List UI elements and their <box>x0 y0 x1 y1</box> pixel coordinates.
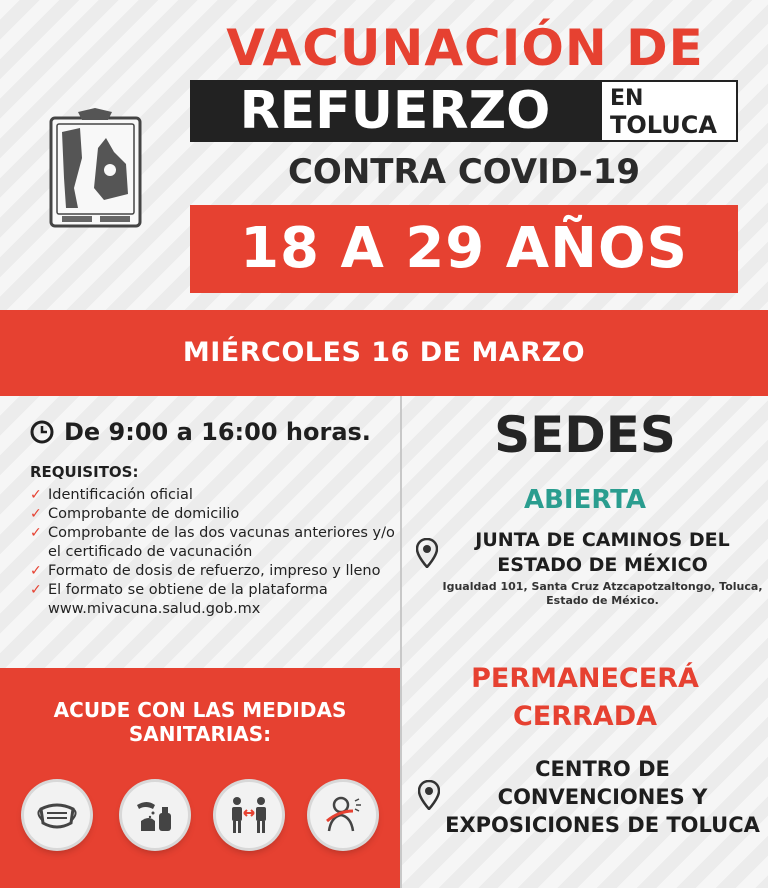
face-mask-icon <box>24 782 90 848</box>
age-range-banner: 18 A 29 AÑOS <box>190 205 738 293</box>
social-distance-icon <box>216 782 282 848</box>
open-label: ABIERTA <box>523 485 647 515</box>
location-pin-icon <box>416 538 438 568</box>
date-text: MIÉRCOLES 16 DE MARZO <box>182 337 586 368</box>
cough-into-elbow-icon <box>310 782 376 848</box>
check-icon: ✓ <box>30 563 42 579</box>
subtitle: CONTRA COVID-19 <box>287 152 641 192</box>
requirement-text: Identificación oficial <box>48 487 193 503</box>
location-pin-icon <box>418 780 440 810</box>
sites-title: SEDES <box>494 406 676 464</box>
closed-label: PERMANECERÁ CERRADA <box>471 663 699 732</box>
check-icon: ✓ <box>30 487 42 503</box>
list-item <box>30 486 400 505</box>
requirement-text: Formato de dosis de refuerzo, impreso y lleno <box>48 563 381 579</box>
title-refuerzo-banner: REFUERZO <box>190 80 600 142</box>
toluca-crest-logo <box>48 108 143 230</box>
sanitary-measures-title: ACUDE CON LAS MEDIDAS SANITARIAS: <box>53 698 347 746</box>
clock-icon <box>30 420 54 444</box>
date-banner <box>0 310 768 396</box>
requirements-title: REQUISITOS: <box>30 463 139 481</box>
list-item <box>30 562 400 581</box>
location-tag <box>600 80 738 142</box>
sanitary-measures-panel <box>0 668 400 888</box>
location-tag-line-1: EN <box>610 86 644 111</box>
schedule-hours: De 9:00 a 16:00 horas. <box>64 418 371 446</box>
list-item <box>30 524 400 562</box>
check-icon: ✓ <box>30 506 42 522</box>
open-site-name: JUNTA DE CAMINOS DEL ESTADO DE MÉXICO <box>475 529 730 576</box>
requirements-list <box>30 486 400 619</box>
requirement-text: El formato se obtiene de la plataforma www.mivacuna.salud.gob.mx <box>48 582 328 617</box>
location-tag-line-2: TOLUCA <box>610 111 717 139</box>
list-item <box>30 581 400 619</box>
check-icon: ✓ <box>30 582 42 598</box>
requirement-text: Comprobante de domicilio <box>48 506 240 522</box>
list-item <box>30 505 400 524</box>
check-icon: ✓ <box>30 525 42 541</box>
open-site-address: Igualdad 101, Santa Cruz Atzcapotzaltongo, Toluca, Estado de México. <box>442 580 763 607</box>
closed-site-name: CENTRO DE CONVENCIONES Y EXPOSICIONES DE TOLUCA <box>445 757 760 837</box>
hand-sanitizer-icon <box>122 782 188 848</box>
title-line-1: VACUNACIÓN DE <box>226 19 704 77</box>
requirement-text: Comprobante de las dos vacunas anteriores y/o el certificado de vacunación <box>48 525 395 560</box>
